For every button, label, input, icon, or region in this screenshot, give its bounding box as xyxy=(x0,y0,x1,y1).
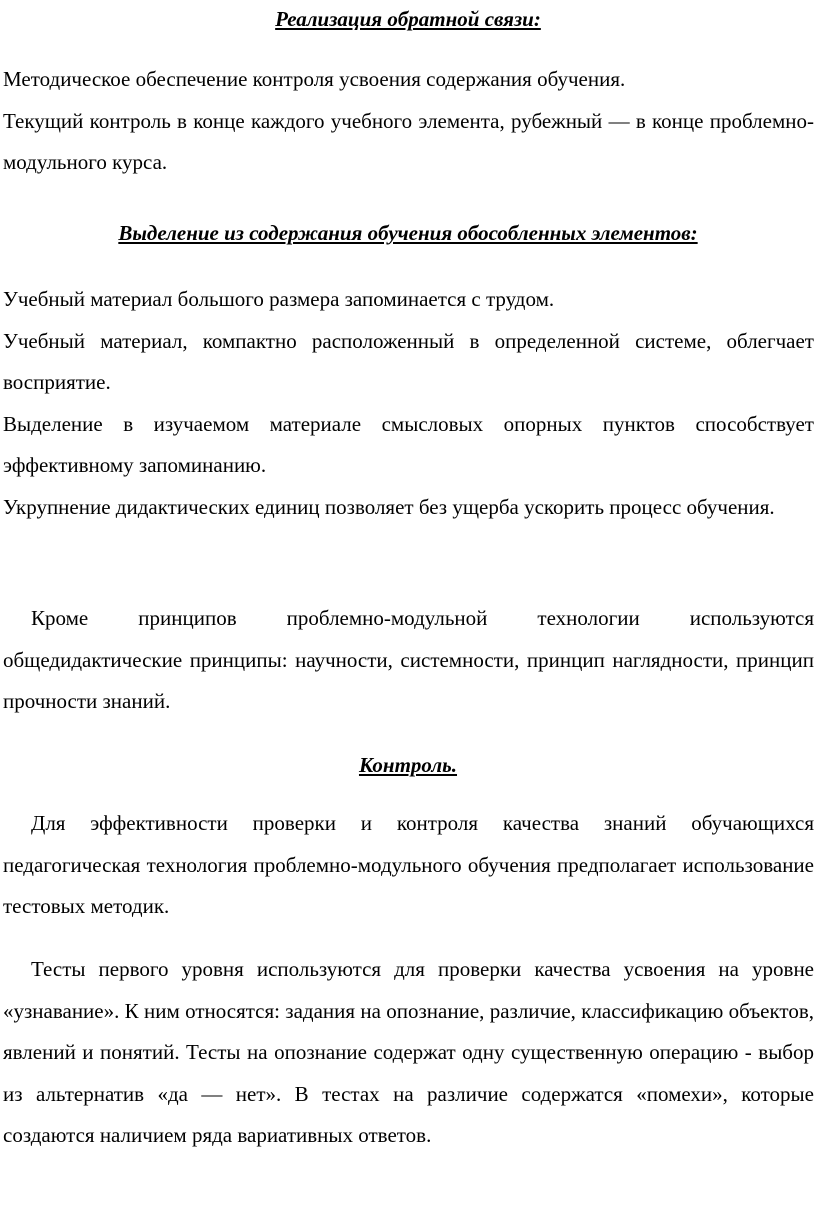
paragraph-principles: Кроме принципов проблемно-модульной технологии используются общедидактические принципы: научности, системности, принцип наглядности, принцип прочности знаний. xyxy=(3,606,814,713)
paragraph-compact-material: Учебный материал, компактно расположенный в определенной системе, облегчает восприятие. xyxy=(3,328,814,394)
paragraph-key-points: Выделение в изучаемом материале смысловых опорных пунктов способствует эффективному запоминанию. xyxy=(3,411,814,477)
paragraph-first-level-tests: Тесты первого уровня используются для проверки качества усвоения на уровне «узнавание». К ним относятся: задания на опознание, различие, классификацию объектов, явлений и понятий. Тесты на опознание содержат одну существенную операцию - выбор из альтернатив «да — нет». В тестах на различие содержатся «помехи», которые создаются наличием ряда вариативных ответов. xyxy=(3,957,814,1147)
section-feedback xyxy=(3,59,814,184)
heading-separate-elements: Выделение из содержания обучения обособленных элементов: xyxy=(118,221,698,245)
heading-feedback: Реализация обратной связи: xyxy=(275,7,541,31)
paragraph-large-material: Учебный материал большого размера запоминается с трудом. xyxy=(3,287,555,311)
heading-control: Контроль. xyxy=(358,753,458,777)
section-separate-elements xyxy=(3,279,814,528)
paragraph-test-methods: Для эффективности проверки и контроля качества знаний обучающихся педагогическая технология проблемно-модульного обучения предполагает использование тестовых методик. xyxy=(3,811,814,918)
paragraph-current-control: Текущий контроль в конце каждого учебного элемента, рубежный — в конце проблемно-модульного курса. xyxy=(3,108,814,174)
paragraph-didactic-units: Укрупнение дидактических единиц позволяет без ущерба ускорить процесс обучения. xyxy=(3,494,775,519)
paragraph-methodical-support: Методическое обеспечение контроля усвоения содержания обучения. xyxy=(3,67,626,91)
